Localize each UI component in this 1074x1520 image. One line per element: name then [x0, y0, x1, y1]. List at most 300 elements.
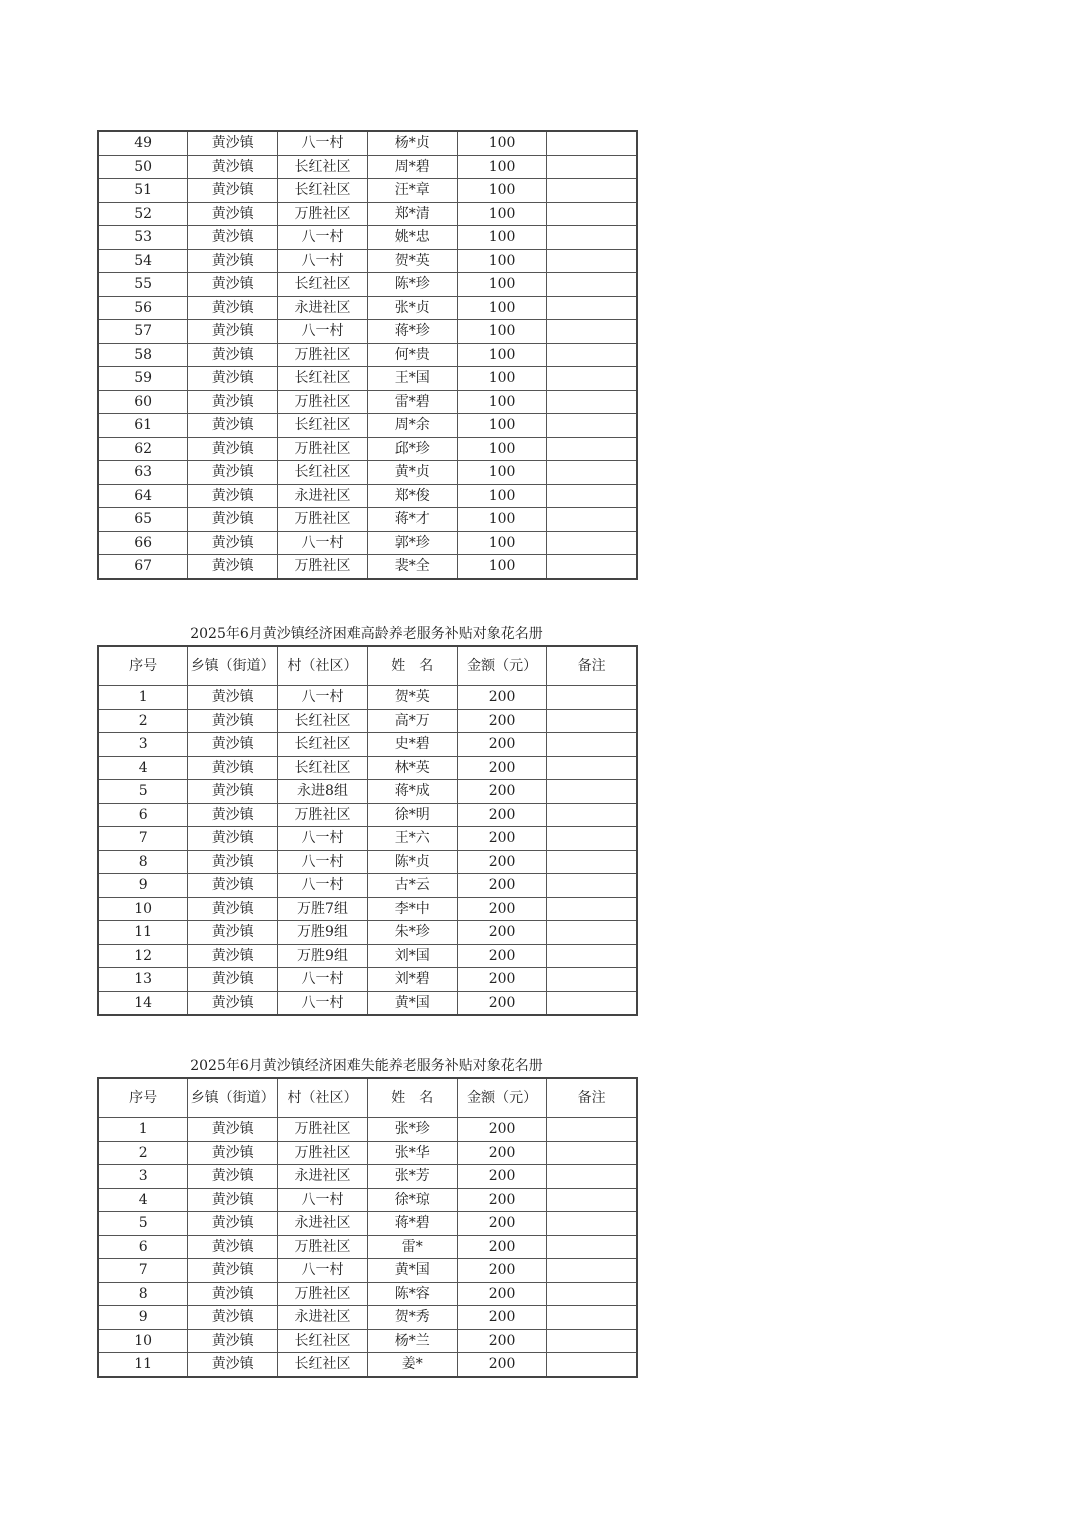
table-row	[98, 273, 637, 297]
cell-township: 黄沙镇	[188, 991, 278, 1015]
table-row	[98, 1329, 637, 1353]
cell-remark	[547, 944, 637, 968]
cell-remark	[547, 508, 637, 532]
table-row	[98, 226, 637, 250]
cell-name: 蒋*珍	[367, 320, 457, 344]
table-row	[98, 390, 637, 414]
cell-amount: 200	[457, 1165, 547, 1189]
table-row	[98, 461, 637, 485]
roster-table-3	[97, 1077, 638, 1378]
cell-name: 姚*忠	[367, 226, 457, 250]
cell-index: 58	[98, 343, 188, 367]
elderly-subsidy-roster	[97, 623, 636, 1016]
cell-village: 长红社区	[278, 179, 368, 203]
cell-village: 万胜社区	[278, 1141, 368, 1165]
cell-village: 永进社区	[278, 1306, 368, 1330]
cell-index: 64	[98, 484, 188, 508]
cell-village: 长红社区	[278, 1353, 368, 1377]
cell-village: 万胜社区	[278, 390, 368, 414]
cell-amount: 100	[457, 179, 547, 203]
cell-name: 陈*贞	[367, 850, 457, 874]
cell-remark	[547, 1329, 637, 1353]
cell-remark	[547, 1212, 637, 1236]
cell-township: 黄沙镇	[188, 437, 278, 461]
cell-township: 黄沙镇	[188, 944, 278, 968]
cell-remark	[547, 686, 637, 710]
cell-village: 永进8组	[278, 780, 368, 804]
table-row	[98, 555, 637, 579]
cell-index: 60	[98, 390, 188, 414]
table-row	[98, 1235, 637, 1259]
cell-amount: 200	[457, 1188, 547, 1212]
cell-township: 黄沙镇	[188, 320, 278, 344]
table-row	[98, 991, 637, 1015]
cell-index: 8	[98, 850, 188, 874]
table-row	[98, 803, 637, 827]
cell-amount: 100	[457, 320, 547, 344]
header-cell-amount: 金额（元）	[457, 1078, 547, 1118]
header-cell-township: 乡镇（街道）	[188, 646, 278, 686]
cell-township: 黄沙镇	[188, 131, 278, 155]
cell-remark	[547, 756, 637, 780]
cell-village: 八一村	[278, 686, 368, 710]
cell-index: 13	[98, 968, 188, 992]
cell-township: 黄沙镇	[188, 921, 278, 945]
cell-village: 八一村	[278, 827, 368, 851]
cell-remark	[547, 484, 637, 508]
cell-township: 黄沙镇	[188, 1353, 278, 1377]
cell-township: 黄沙镇	[188, 827, 278, 851]
cell-name: 张*珍	[367, 1118, 457, 1142]
cell-township: 黄沙镇	[188, 249, 278, 273]
cell-index: 5	[98, 780, 188, 804]
table-row	[98, 827, 637, 851]
cell-village: 万胜社区	[278, 1118, 368, 1142]
cell-township: 黄沙镇	[188, 709, 278, 733]
cell-township: 黄沙镇	[188, 686, 278, 710]
cell-village: 万胜9组	[278, 944, 368, 968]
table-row	[98, 756, 637, 780]
cell-index: 7	[98, 827, 188, 851]
header-cell-village: 村（社区）	[278, 1078, 368, 1118]
cell-index: 55	[98, 273, 188, 297]
table-header-row	[98, 1078, 637, 1118]
table-row	[98, 296, 637, 320]
cell-remark	[547, 850, 637, 874]
cell-remark	[547, 179, 637, 203]
cell-remark	[547, 780, 637, 804]
cell-index: 14	[98, 991, 188, 1015]
table-row	[98, 414, 637, 438]
cell-name: 古*云	[367, 874, 457, 898]
cell-name: 贺*英	[367, 249, 457, 273]
cell-amount: 200	[457, 968, 547, 992]
cell-village: 八一村	[278, 968, 368, 992]
header-cell-index: 序号	[98, 646, 188, 686]
cell-village: 永进社区	[278, 1165, 368, 1189]
cell-name: 黄*国	[367, 1259, 457, 1283]
cell-amount: 100	[457, 131, 547, 155]
cell-village: 长红社区	[278, 155, 368, 179]
cell-township: 黄沙镇	[188, 202, 278, 226]
cell-remark	[547, 921, 637, 945]
table-title: 2025年6月黄沙镇经济困难失能养老服务补贴对象花名册	[190, 1058, 543, 1074]
cell-township: 黄沙镇	[188, 1165, 278, 1189]
cell-index: 4	[98, 756, 188, 780]
cell-remark	[547, 320, 637, 344]
cell-index: 7	[98, 1259, 188, 1283]
cell-village: 万胜社区	[278, 343, 368, 367]
cell-name: 徐*琼	[367, 1188, 457, 1212]
table-row	[98, 131, 637, 155]
table-row	[98, 1118, 637, 1142]
cell-amount: 200	[457, 1259, 547, 1283]
cell-amount: 200	[457, 827, 547, 851]
cell-remark	[547, 390, 637, 414]
cell-index: 66	[98, 531, 188, 555]
cell-name: 贺*英	[367, 686, 457, 710]
cell-index: 10	[98, 1329, 188, 1353]
cell-name: 郭*珍	[367, 531, 457, 555]
cell-index: 59	[98, 367, 188, 391]
cell-index: 67	[98, 555, 188, 579]
cell-name: 杨*贞	[367, 131, 457, 155]
cell-amount: 200	[457, 756, 547, 780]
cell-township: 黄沙镇	[188, 531, 278, 555]
cell-village: 永进社区	[278, 296, 368, 320]
table-row	[98, 968, 637, 992]
cell-amount: 200	[457, 780, 547, 804]
cell-township: 黄沙镇	[188, 273, 278, 297]
cell-index: 10	[98, 897, 188, 921]
cell-amount: 100	[457, 202, 547, 226]
cell-index: 52	[98, 202, 188, 226]
cell-remark	[547, 273, 637, 297]
cell-name: 林*英	[367, 756, 457, 780]
cell-name: 王*六	[367, 827, 457, 851]
cell-remark	[547, 202, 637, 226]
table-row	[98, 437, 637, 461]
cell-index: 49	[98, 131, 188, 155]
cell-township: 黄沙镇	[188, 226, 278, 250]
cell-index: 12	[98, 944, 188, 968]
cell-name: 邱*珍	[367, 437, 457, 461]
table-row	[98, 780, 637, 804]
roster-table-continuation	[97, 130, 636, 580]
disabled-elderly-subsidy-roster	[97, 1055, 636, 1378]
cell-amount: 200	[457, 733, 547, 757]
cell-township: 黄沙镇	[188, 461, 278, 485]
cell-index: 6	[98, 1235, 188, 1259]
cell-township: 黄沙镇	[188, 414, 278, 438]
table-row	[98, 686, 637, 710]
cell-remark	[547, 991, 637, 1015]
cell-village: 长红社区	[278, 461, 368, 485]
table-row	[98, 179, 637, 203]
cell-amount: 100	[457, 296, 547, 320]
cell-village: 万胜7组	[278, 897, 368, 921]
cell-village: 万胜社区	[278, 508, 368, 532]
cell-index: 11	[98, 1353, 188, 1377]
cell-village: 八一村	[278, 249, 368, 273]
table-row	[98, 343, 637, 367]
cell-remark	[547, 1141, 637, 1165]
cell-amount: 100	[457, 226, 547, 250]
cell-name: 郑*清	[367, 202, 457, 226]
cell-remark	[547, 733, 637, 757]
cell-remark	[547, 874, 637, 898]
cell-name: 杨*兰	[367, 1329, 457, 1353]
table-row	[98, 1259, 637, 1283]
cell-township: 黄沙镇	[188, 1141, 278, 1165]
table-title: 2025年6月黄沙镇经济困难高龄养老服务补贴对象花名册	[190, 626, 543, 642]
cell-amount: 200	[457, 709, 547, 733]
cell-remark	[547, 249, 637, 273]
cell-index: 51	[98, 179, 188, 203]
cell-township: 黄沙镇	[188, 484, 278, 508]
cell-name: 史*碧	[367, 733, 457, 757]
roster-table-2	[97, 645, 638, 1016]
cell-amount: 200	[457, 1235, 547, 1259]
cell-amount: 200	[457, 1118, 547, 1142]
cell-township: 黄沙镇	[188, 1235, 278, 1259]
cell-village: 万胜9组	[278, 921, 368, 945]
table-row	[98, 508, 637, 532]
cell-village: 八一村	[278, 320, 368, 344]
cell-amount: 100	[457, 414, 547, 438]
cell-index: 5	[98, 1212, 188, 1236]
cell-index: 4	[98, 1188, 188, 1212]
cell-name: 黄*贞	[367, 461, 457, 485]
cell-name: 刘*碧	[367, 968, 457, 992]
table-row	[98, 531, 637, 555]
cell-index: 9	[98, 874, 188, 898]
cell-amount: 200	[457, 921, 547, 945]
cell-index: 8	[98, 1282, 188, 1306]
cell-township: 黄沙镇	[188, 1329, 278, 1353]
cell-name: 张*华	[367, 1141, 457, 1165]
cell-remark	[547, 1259, 637, 1283]
cell-index: 3	[98, 733, 188, 757]
cell-remark	[547, 367, 637, 391]
cell-amount: 100	[457, 343, 547, 367]
cell-township: 黄沙镇	[188, 756, 278, 780]
cell-index: 6	[98, 803, 188, 827]
header-cell-remark: 备注	[547, 1078, 637, 1118]
cell-township: 黄沙镇	[188, 733, 278, 757]
cell-index: 11	[98, 921, 188, 945]
cell-index: 2	[98, 1141, 188, 1165]
cell-name: 雷*碧	[367, 390, 457, 414]
cell-remark	[547, 827, 637, 851]
cell-index: 62	[98, 437, 188, 461]
cell-amount: 200	[457, 1282, 547, 1306]
cell-name: 高*万	[367, 709, 457, 733]
cell-township: 黄沙镇	[188, 155, 278, 179]
cell-village: 长红社区	[278, 414, 368, 438]
cell-remark	[547, 555, 637, 579]
cell-village: 永进社区	[278, 1212, 368, 1236]
cell-index: 56	[98, 296, 188, 320]
table-row	[98, 1306, 637, 1330]
table-row	[98, 320, 637, 344]
cell-amount: 200	[457, 1329, 547, 1353]
cell-amount: 200	[457, 944, 547, 968]
cell-township: 黄沙镇	[188, 803, 278, 827]
cell-village: 万胜社区	[278, 1235, 368, 1259]
cell-name: 贺*秀	[367, 1306, 457, 1330]
cell-township: 黄沙镇	[188, 850, 278, 874]
cell-village: 万胜社区	[278, 437, 368, 461]
cell-name: 姜*	[367, 1353, 457, 1377]
cell-amount: 200	[457, 686, 547, 710]
cell-name: 陈*容	[367, 1282, 457, 1306]
cell-name: 李*中	[367, 897, 457, 921]
cell-name: 何*贵	[367, 343, 457, 367]
cell-amount: 100	[457, 249, 547, 273]
cell-township: 黄沙镇	[188, 1118, 278, 1142]
header-cell-village: 村（社区）	[278, 646, 368, 686]
cell-township: 黄沙镇	[188, 1188, 278, 1212]
cell-name: 裴*全	[367, 555, 457, 579]
cell-index: 61	[98, 414, 188, 438]
cell-remark	[547, 226, 637, 250]
table-row	[98, 921, 637, 945]
cell-amount: 200	[457, 991, 547, 1015]
cell-village: 长红社区	[278, 367, 368, 391]
cell-remark	[547, 531, 637, 555]
cell-village: 八一村	[278, 991, 368, 1015]
cell-township: 黄沙镇	[188, 367, 278, 391]
table-row	[98, 850, 637, 874]
table-row	[98, 1188, 637, 1212]
cell-remark	[547, 1165, 637, 1189]
cell-amount: 100	[457, 484, 547, 508]
cell-amount: 100	[457, 155, 547, 179]
header-cell-name: 姓 名	[367, 1078, 457, 1118]
cell-name: 蒋*碧	[367, 1212, 457, 1236]
cell-remark	[547, 437, 637, 461]
cell-index: 54	[98, 249, 188, 273]
cell-index: 50	[98, 155, 188, 179]
cell-township: 黄沙镇	[188, 897, 278, 921]
table-row	[98, 249, 637, 273]
cell-amount: 100	[457, 390, 547, 414]
table-row	[98, 709, 637, 733]
cell-index: 57	[98, 320, 188, 344]
cell-township: 黄沙镇	[188, 508, 278, 532]
cell-township: 黄沙镇	[188, 780, 278, 804]
table-row	[98, 202, 637, 226]
cell-amount: 100	[457, 555, 547, 579]
cell-name: 周*余	[367, 414, 457, 438]
cell-township: 黄沙镇	[188, 179, 278, 203]
cell-village: 八一村	[278, 1259, 368, 1283]
cell-amount: 100	[457, 461, 547, 485]
cell-remark	[547, 1306, 637, 1330]
cell-village: 长红社区	[278, 709, 368, 733]
table-row	[98, 1165, 637, 1189]
cell-village: 八一村	[278, 874, 368, 898]
cell-index: 3	[98, 1165, 188, 1189]
cell-remark	[547, 414, 637, 438]
cell-name: 蒋*才	[367, 508, 457, 532]
cell-village: 万胜社区	[278, 202, 368, 226]
cell-township: 黄沙镇	[188, 1259, 278, 1283]
cell-remark	[547, 803, 637, 827]
cell-village: 八一村	[278, 131, 368, 155]
cell-amount: 200	[457, 1141, 547, 1165]
cell-name: 雷*	[367, 1235, 457, 1259]
cell-township: 黄沙镇	[188, 343, 278, 367]
cell-amount: 200	[457, 1306, 547, 1330]
cell-amount: 100	[457, 437, 547, 461]
cell-amount: 200	[457, 897, 547, 921]
table-row	[98, 1141, 637, 1165]
cell-index: 2	[98, 709, 188, 733]
cell-township: 黄沙镇	[188, 555, 278, 579]
cell-remark	[547, 296, 637, 320]
cell-name: 王*国	[367, 367, 457, 391]
cell-township: 黄沙镇	[188, 296, 278, 320]
cell-index: 63	[98, 461, 188, 485]
cell-remark	[547, 897, 637, 921]
table-row	[98, 155, 637, 179]
cell-name: 黄*国	[367, 991, 457, 1015]
table-row	[98, 367, 637, 391]
cell-name: 张*芳	[367, 1165, 457, 1189]
roster-table-1	[97, 130, 638, 580]
cell-remark	[547, 709, 637, 733]
cell-name: 刘*国	[367, 944, 457, 968]
cell-village: 永进社区	[278, 484, 368, 508]
cell-village: 万胜社区	[278, 803, 368, 827]
table-row	[98, 1282, 637, 1306]
cell-remark	[547, 1353, 637, 1377]
cell-remark	[547, 1235, 637, 1259]
cell-name: 郑*俊	[367, 484, 457, 508]
cell-name: 陈*珍	[367, 273, 457, 297]
cell-township: 黄沙镇	[188, 874, 278, 898]
cell-village: 八一村	[278, 226, 368, 250]
header-cell-township: 乡镇（街道）	[188, 1078, 278, 1118]
cell-remark	[547, 343, 637, 367]
cell-name: 张*贞	[367, 296, 457, 320]
cell-village: 长红社区	[278, 1329, 368, 1353]
cell-amount: 200	[457, 850, 547, 874]
cell-amount: 200	[457, 1353, 547, 1377]
cell-index: 65	[98, 508, 188, 532]
cell-name: 徐*明	[367, 803, 457, 827]
cell-remark	[547, 968, 637, 992]
header-cell-name: 姓 名	[367, 646, 457, 686]
cell-index: 1	[98, 686, 188, 710]
cell-township: 黄沙镇	[188, 968, 278, 992]
cell-village: 八一村	[278, 1188, 368, 1212]
cell-amount: 200	[457, 1212, 547, 1236]
cell-township: 黄沙镇	[188, 390, 278, 414]
cell-remark	[547, 131, 637, 155]
cell-remark	[547, 1118, 637, 1142]
table-row	[98, 484, 637, 508]
cell-amount: 100	[457, 508, 547, 532]
cell-name: 朱*珍	[367, 921, 457, 945]
cell-index: 9	[98, 1306, 188, 1330]
cell-remark	[547, 1188, 637, 1212]
table-row	[98, 874, 637, 898]
cell-amount: 100	[457, 531, 547, 555]
table-row	[98, 1212, 637, 1236]
